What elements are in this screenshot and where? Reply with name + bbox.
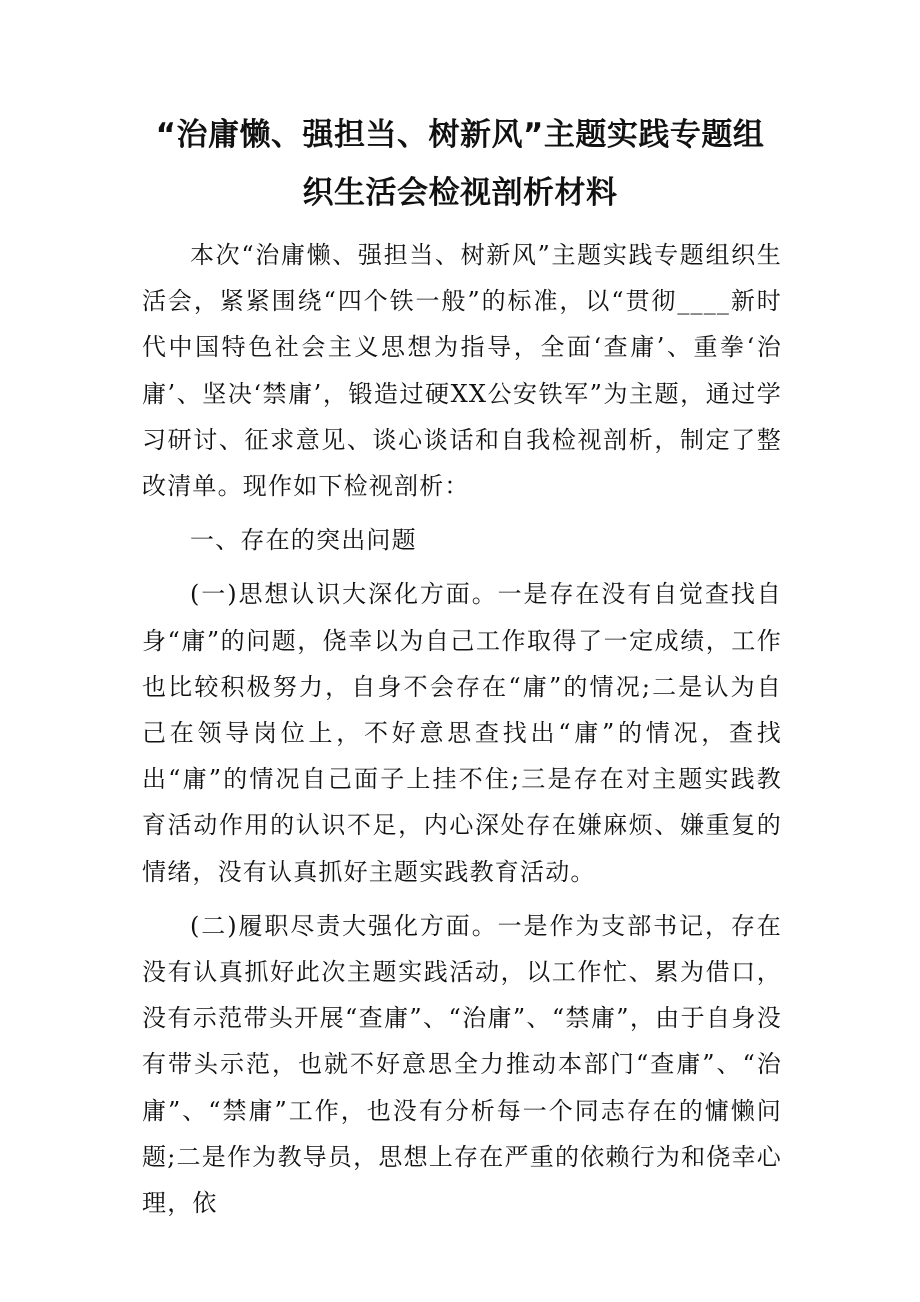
title-line-2: 织生活会检视剖析材料 bbox=[302, 175, 618, 211]
document-title bbox=[140, 106, 780, 222]
title-line-1: “治庸懒、强担当、树新风”主题实践专题组 bbox=[155, 117, 765, 153]
document-body bbox=[142, 232, 782, 1226]
paragraph-duty: (二)履职尽责大强化方面。一是作为支部书记，存在没有认真抓好此次主题实践活动，以工作忙、累为借口，没有示范带头开展“查庸”、“治庸”、“禁庸”，由于自身没有带头示范，也就不好意思全力推动本部门“查庸”、“治庸”、“禁庸”工作，也没有分析每一个同志存在的慵懒问题;二是作为教导员，思想上存在严重的依赖行为和侥幸心理，依 bbox=[142, 911, 782, 1218]
intro-paragraph: 本次“治庸懒、强担当、树新风”主题实践专题组织生活会，紧紧围绕“四个铁一般”的标准，以“贯彻____新时代中国特色社会主义思想为指导，全面‘查庸’、重拳‘治庸’、坚决‘禁庸’，锻造过硬XX公安铁军”为主题，通过学习研讨、征求意见、谈心谈话和自我检视剖析，制定了整改清单。现作如下检视剖析： bbox=[142, 241, 782, 501]
paragraph-thinking: (一)思想认识大深化方面。一是存在没有自觉查找自身“庸”的问题，侥幸以为自己工作取得了一定成绩，工作也比较积极努力，自身不会存在“庸”的情况;二是认为自己在领导岗位上，不好意思查找出“庸”的情况，查找出“庸”的情况自己面子上挂不住;三是存在对主题实践教育活动作用的认识不足，内心深处存在嫌麻烦、嫌重复的情绪，没有认真抓好主题实践教育活动。 bbox=[142, 580, 782, 886]
section-heading: 一、存在的突出问题 bbox=[190, 526, 417, 555]
